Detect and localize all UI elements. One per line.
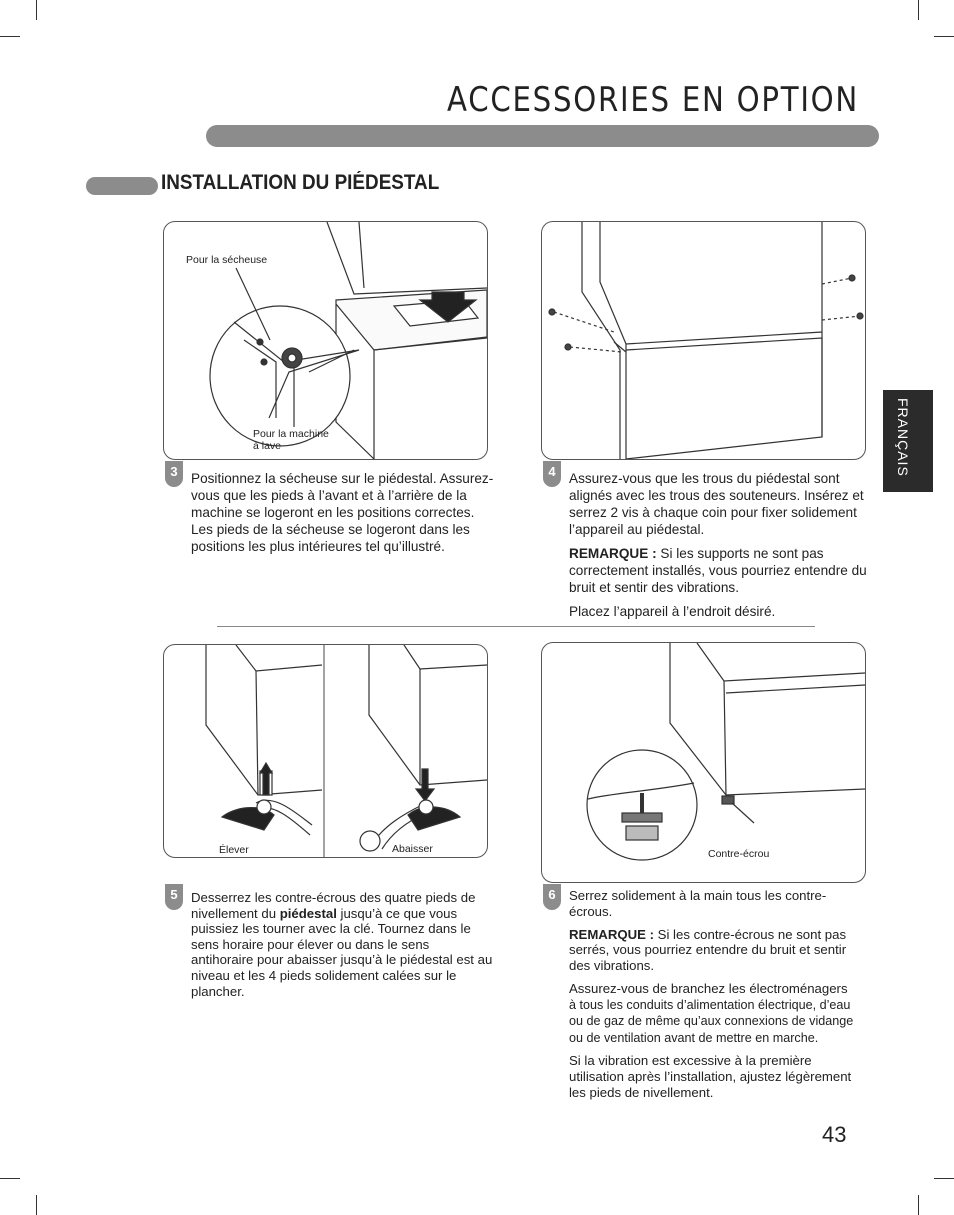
section-title: INSTALLATION DU PIÉDESTAL <box>161 171 440 194</box>
crop-mark <box>934 1178 954 1179</box>
illustration-step-3 <box>163 221 488 460</box>
step-6-text <box>569 888 867 1108</box>
step-5-text <box>191 890 495 1006</box>
crop-mark <box>36 1195 37 1215</box>
step-number-5: 5 <box>165 884 183 910</box>
crop-mark <box>934 36 954 37</box>
label-dryer: Pour la sécheuse <box>186 254 268 266</box>
note-text: Si les contre-écrous ne sont pas serrés, vous pourriez entendre du bruit et sentir des vibrations. <box>569 926 847 974</box>
step-number-4: 4 <box>543 461 561 487</box>
title-bar <box>206 125 879 147</box>
illustration-step-6 <box>541 642 866 883</box>
illustration-step-4 <box>541 221 866 460</box>
page-number: 43 <box>822 1122 847 1147</box>
step-number-6: 6 <box>543 884 561 910</box>
crop-mark <box>0 1178 20 1179</box>
language-tab <box>883 390 933 492</box>
step-4-text <box>569 470 867 627</box>
step-3-paragraph: Positionnez la sécheuse sur le piédestal. Assurez-vous que les pieds à l’avant et à l’arrière de la machine se logeront en les positions correctes. Les pieds de la sécheuse se logeront dans les positions les plus intérieures tel qu’illustré. <box>191 471 494 554</box>
language-label: FRANÇAIS <box>895 398 911 477</box>
text-bold: piédestal <box>279 905 337 921</box>
crop-mark <box>918 0 919 20</box>
step-4-paragraph: Assurez-vous que les trous du piédestal sont alignés avec les trous des souteneurs. Insérez et serrez 2 vis à chaque coin pour fixer solidement l’appareil au piédestal. <box>569 471 864 537</box>
section-pill <box>86 177 158 195</box>
crop-mark <box>918 1195 919 1215</box>
note-label: REMARQUE : <box>569 546 657 561</box>
text-part: Assurez-vous de branchez les électroménagers <box>569 980 848 996</box>
step-6-note <box>569 927 867 974</box>
label-raise: Élever <box>219 844 249 856</box>
label-lower: Abaisser <box>392 843 433 855</box>
step-4-extra: Placez l’appareil à l’endroit désiré. <box>569 604 776 619</box>
text-part-small: à tous les conduits d’alimentation électrique, d’eau ou de gaz de même qu’aux connexions de vidange ou de ventilation avant de mettre en marche. <box>569 997 854 1045</box>
step-5-paragraph <box>191 890 495 999</box>
step-number-3: 3 <box>165 461 183 487</box>
step-3-text <box>191 470 496 562</box>
divider <box>217 626 815 627</box>
label-locknut: Contre-écrou <box>708 848 770 860</box>
crop-mark <box>36 0 37 20</box>
crop-mark <box>0 36 20 37</box>
step-6-paragraph: Serrez solidement à la main tous les contre-écrous. <box>569 888 827 919</box>
text-part: jusqu’à ce que vous puissiez les tourner avec la clé. Tournez dans le sens horaire pour élever ou dans le sens antihoraire pour abaisser jusqu’à le piédestal est au niveau et les 4 pieds solidement calées sur le plancher. <box>191 905 493 999</box>
step-4-note <box>569 545 867 596</box>
page-title: ACCESSORIES EN OPTION <box>447 80 859 120</box>
step-6-extra-1 <box>569 981 867 1046</box>
illustration-step-5 <box>163 644 488 858</box>
note-label: REMARQUE : <box>569 926 654 942</box>
note-text: Si les supports ne sont pas correctement installés, vous pourriez entendre du bruit et sentir des vibrations. <box>569 546 867 595</box>
label-washer: Pour la machine à lave <box>253 428 329 452</box>
text-part: Desserrez les contre-écrous des quatre pieds de nivellement du <box>191 890 476 921</box>
step-6-extra-2: Si la vibration est excessive à la première utilisation après l’installation, ajustez légèrement les pieds de nivellement. <box>569 1053 852 1100</box>
